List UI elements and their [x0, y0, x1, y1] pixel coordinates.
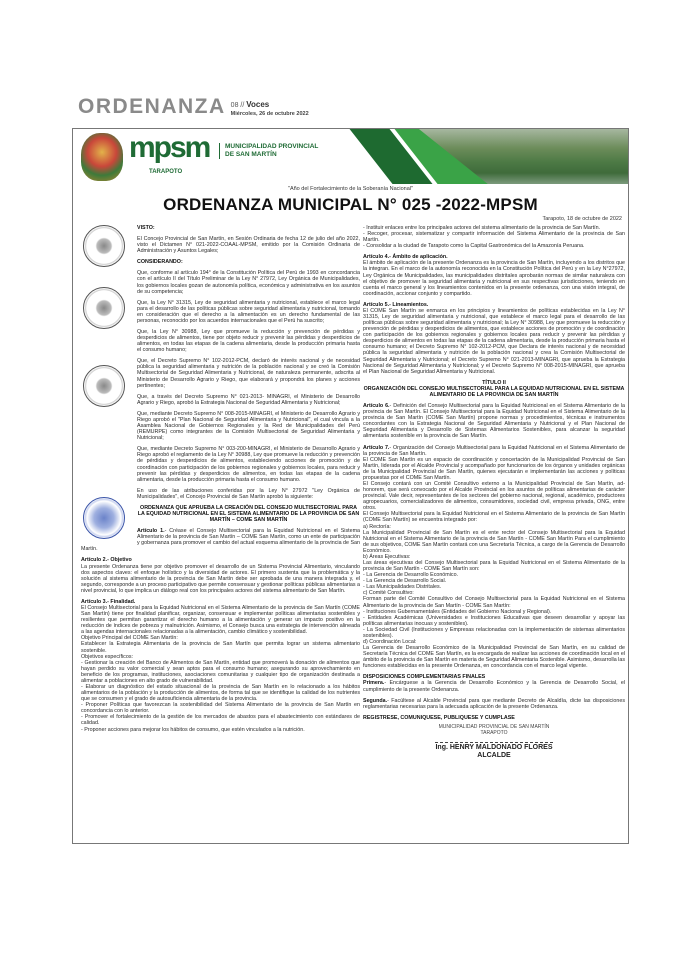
paragraph-text: Que, la Ley N° 30988, Ley que promueve la reducción y prevención de pérdidas y desperdicios de alimentos, tiene por objeto reducir y prevenir las pérdidas y desperdicios de alimentos, en todas las etapas de la cadena alimentaria, desde la producción primaria hasta el consumo humano; — [137, 329, 360, 354]
signature-stamp-city: TARAPOTO — [480, 729, 508, 736]
municipality-line1: MUNICIPALIDAD PROVINCIAL — [225, 143, 319, 150]
paragraph-line: - Gestionar la creación del Banco de Alimentos de San Martín, entidad que promoverá la donación de alimentos que hayan perdido su valor comercial y sean aptos para el consumo humano; asegurando su aprovechamiento en beneficio de los programas, instituciones, asociaciones comunitarias y cualquier tipo de organización destinada a alimentar a poblaciones en alto grado de vulnerabilidad. — [81, 659, 360, 684]
year-motto: "Año del Fortalecimiento de la Soberanía Nacional" — [288, 186, 413, 192]
paragraph-text: Que, a través del Decreto Supremo N° 021-2013- MINAGRI, el Ministerio de Desarrollo Agrario y Riego, aprobó la Estrategia Nacional de Seguridad Alimentaria y Nutricional; — [137, 393, 360, 406]
signatory-name: Ing. HENRY MALDONADO FLORES — [435, 743, 553, 751]
paragraph-line: - Proponer acciones para mejorar los hábitos de consumo, que estén vinculados a la nutrición. — [81, 726, 305, 733]
paragraph-heading: Primera. — [363, 680, 385, 687]
issue-date: Miércoles, 26 de octubre 2022 — [230, 111, 309, 117]
paragraph-text: Que, conforme al artículo 194° de la Constitución Política del Perú de 1993 en concordancia con el artículo II del Título Preliminar de la Ley N° 27972, Ley Orgánica de Municipalidades, los gobiernos locales gozan de autonomía política, económica y administrativa en los asuntos de su competencia; — [137, 270, 360, 295]
paragraph-line: La Gerencia de Desarrollo Económico de la Municipalidad Provincial de San Martín, en su calidad de Secretaría Técnica del COME San Martín, es la encargada de realizar las acciones de coordinación local en el ámbito de la provincia de San Martín en materia de Seguridad Alimentaria Sostenible. Asimismo, desarrolla las funciones establecidas en la presente Ordenanza, en concordancia con el marco legal vigente. — [363, 645, 625, 670]
paragraph-text: Que, el Decreto Supremo N° 102-2012-PCM, declaró de interés nacional y de necesidad pública la seguridad alimentaria y nutrición de la población nacional y se creó la Comisión Multisectorial de Seguridad Alimentaria y Nutricional, de naturaleza permanente, adscrita al Ministerio de Desarrollo Agrario y Riego, que elaborará y propondrá los planes y acciones pertinentes; — [137, 358, 360, 389]
logo-subtitle: TARAPOTO — [149, 169, 183, 175]
section-title: ORDENANZA — [78, 95, 226, 118]
signatory-role: ALCALDE — [477, 751, 511, 759]
paragraph-text: Que, la Ley N° 31315, Ley de seguridad alimentaria y nutricional, establece el marco legal para el desarrollo de las políticas públicas sobre seguridad alimentaria y nutricional, tomando en consideración que el derecho a la alimentación es un derecho fundamental de las personas, reconocido por los acuerdos internacionales que el Perú ha suscrito; — [137, 299, 360, 324]
official-seal-icon — [83, 287, 125, 329]
paragraph-text: En uso de las atribuciones conferidas por la Ley N° 27972 "Ley Orgánica de Municipalidades", el Concejo Provincial de San Martín aprobó la siguiente: — [137, 487, 360, 500]
municipal-crest-icon — [81, 133, 123, 181]
section-heading: ORDENANZA QUE APRUEBA LA CREACIÓN DEL CONSEJO MULTISECTORIAL PARA LA EQUIDAD NUTRICIONAL EN EL SISTEMA ALIMENTARIO DE LA PROVINCIA DE SAN MARTÍN – COME SAN MARTÍN — [137, 504, 360, 524]
paragraph-text: - Créase el Consejo Multisectorial para la Equidad Nutricional en el Sistema Alimentario de la provincia de San Martín – COME San Martín, como un ente de participación y gobernanza para promover el cambio del actual esquema alimentario de la provincia de San Martín. — [81, 528, 360, 553]
signature-block — [363, 724, 625, 760]
ordinance-title: ORDENANZA MUNICIPAL N° 025 -2022-MPSM — [163, 195, 538, 214]
paragraph-line: - La Gerencia de Desarrollo Social. — [363, 578, 447, 585]
paper-name: Voces — [246, 100, 270, 109]
paragraph-line: Objetivos específicos: — [81, 653, 133, 660]
paragraph-line: - Elaborar un diagnóstico del estado situacional de la provincia de San Martín en lo relacionado a los hábitos alimentarios de la población y la producción de alimentos, de forma tal que se identifique la calidad de los nutrientes que se consumen y el grado de autosuficiencia alimentaria de la provincia. — [81, 684, 360, 703]
paragraph-line: - Proponer Políticas que favorezcan la sostenibilidad del Sistema Alimentario de la provincia de San Martín en concordancia con lo anterior. — [81, 702, 360, 715]
paragraph — [363, 680, 625, 692]
official-seal-icon — [83, 225, 125, 267]
paragraph-line: c) Comité Consultivo: — [363, 590, 414, 597]
paragraph-line: Establecer la Estrategia Alimentaria de la provincia de San Martín que permita lograr un sistema alimentario sostenible. — [81, 641, 360, 654]
paragraph-text: El ámbito de aplicación de la presente Ordenanza es la provincia de San Martín, incluyendo a los distritos que la integran. En el marco de la autonomía reconocida en la Constitución Política del Perú y en la Ley N°27972, Ley Orgánica de Municipalidades, las municipalidades distritales aprobarán normas de similar naturaleza con el objetivo de promover la seguridad alimentaria y nutricional en sus respectivas jurisdicciones, teniendo en cuenta el marco general y los lineamientos contenidos en la presente ordenanza, con una visión integral, de coordinación, accionar conjunto y compartido. — [363, 260, 625, 297]
mpsm-logo: mpsm — [129, 131, 210, 164]
paragraph-line: - Promover el fortalecimiento de la gestión de los mercados de abastos para el abastecimiento con estándares de calidad. — [81, 714, 360, 727]
paragraph-heading: Artículo 7. — [363, 444, 390, 451]
paragraph-line: b) Áreas Ejecutivas: — [363, 553, 411, 560]
paragraph — [363, 715, 625, 721]
paragraph-line: Objetivo Principal del COME San Martín: — [81, 635, 178, 642]
paragraph-text: La presente Ordenanza tiene por objetivo promover el desarrollo de un Sistema Provincial Alimentario, vinculando dos aspectos claves: el enfoque holístico y la diversidad de actores. El primero sustenta que la problemática y la solución al sistema alimentario de la provincia de San Martín debe ser aprobada de una manera integrada y, el segundo, corresponde a un proceso participativo que permite consensuar y gestionar políticas públicas alimentarias a nivel provincial, lo que implica un diálogo real con los principales actores del sistema alimentario de San Martín. — [81, 563, 360, 594]
official-seal-icon — [83, 365, 125, 407]
paragraph-line: - Instituir enlaces entre los principales actores del sistema alimentario de la provincia de San Martín. — [363, 225, 601, 231]
paragraph-line: - Entidades Académicas (Universidades e Instituciones Educativas que deseen desarrollar y apoyar las políticas alimentarias inocuas y sostenibles). — [363, 614, 625, 627]
paragraph-heading: DISPOSICIONES COMPLEMENTARIAS FINALES — [363, 674, 486, 681]
paragraph-heading: REGISTRESE, COMUNIQUESE, PUBLIQUESE Y CUMPLASE — [363, 714, 515, 721]
paragraph-line: El Consejo Multisectorial para la Equidad Nutricional en el Sistema Alimentario de la provincia de San Martín (COME San Martín) se encuentra integrado por: — [363, 511, 625, 524]
paragraph-line: - La Gerencia de Desarrollo Económico. — [363, 572, 459, 579]
paragraph — [363, 403, 625, 439]
paragraph-text: El Concejo Provincial de San Martín, en Sesión Ordinaria de fecha 12 de julio del año 2022, visto el Dictamen N° 021-2022-COAAL-MPSM, emitido por la Comisión Ordinaria de Administración y Asuntos Legales; — [137, 236, 360, 255]
place-date: Tarapoto, 18 de octubre de 2022 — [542, 216, 622, 222]
paragraph-text: - Encárguese a la Gerencia de Desarrollo Económico y la Gerencia de Desarrollo Social, el cumplimiento de la presente Ordenanza. — [363, 680, 625, 693]
paragraph-text: - Facúltese al Alcalde Provincial para que mediante Decreto de Alcaldía, dicte las disposiciones reglamentarias necesarias para la adecuada aplicación de la presente Ordenanza. — [363, 697, 625, 710]
paragraph-text: Que, mediante Decreto Supremo N° 003-200-MINAGRI, el Ministerio de Desarrollo Agrario y Riego aprobó el reglamento de la Ley N° 30988, Ley que promueve la reducción y prevención de pérdidas y desperdicios de alimentos, estableciendo acciones de promoción y de coordinación con participación de los gobiernos regionales y gobiernos locales, para reducir y prevenir las pérdidas y desperdicios de alimentos, en todas las etapas de la cadena alimentaria, desde la producción primaria hasta el consumo humano. — [137, 446, 360, 483]
paragraph — [363, 254, 625, 297]
paragraph-text: Que, mediante Decreto Supremo N° 008-2015-MINAGRI, el Ministerio de Desarrollo Agrario y Riego aprobó el "Plan Nacional de Seguridad Alimentaria y Nutricional", el cual vincula a la Asamblea Nacional de Gobiernos Regionales y la Red de Municipalidades del Perú (REMURPE) como integrantes de la Comisión Multisectorial de Seguridad Alimentaria y Nutricional; — [137, 410, 360, 442]
municipality-line2: DE SAN MARTÍN — [225, 151, 277, 158]
paragraph-heading: Artículo 4.- Ámbito de aplicación. — [363, 254, 448, 261]
paragraph-line: Las áreas ejecutivas del Consejo Multisectorial para la Equidad Nutricional en el Sistema Alimentario de la provincia de San Martín - COME San Martín son: — [363, 559, 625, 573]
paragraph-heading: VISTO: — [137, 225, 155, 231]
paragraph-heading: Segunda. — [363, 697, 388, 704]
paragraph — [363, 698, 625, 710]
section-heading: TÍTULO II — [482, 379, 506, 386]
paragraph-line: - La Sociedad Civil (Instituciones y Empresas relacionadas con la implementación de sistemas alimentarios sostenibles). — [363, 626, 625, 639]
paragraph — [363, 445, 625, 670]
paragraph-line: El COME San Martín es un espacio de coordinación y concertación de la Municipalidad Provincial de San Martín, liderada por el Alcalde Provincial y acompañado por funcionarios de los órganos y unidades orgánicas de la Municipalidad Provincial de San Martín, quienes ejecutarán e implementarán las acciones y políticas propuestas por el COME San Martín. — [363, 456, 625, 481]
paragraph-heading: Artículo 6. — [363, 403, 390, 410]
municipality-name — [219, 143, 318, 159]
section-heading: ORGANIZACIÓN DEL CONSEJO MULTISECTORIAL PARA LA EQUIDAD NUTRICIONAL EN EL SISTEMA ALIMENTARIO DE LA PROVINCIA DE SAN MARTÍN — [363, 385, 625, 398]
paragraph-heading: Artículo 5.- Lineamientos. — [363, 301, 429, 308]
paragraph-line: La Municipalidad Provincial de San Martín es el ente rector del Consejo Multisectorial para la Equidad Nutricional en el Sistema Alimentario de la provincia de San Martín - COME San Martín Para el cumplimiento de sus objetivos, COME San Martín contará con una Secretaría Técnica, a cargo de la Gerencia de Desarrollo Económico. — [363, 529, 625, 554]
paragraph-line: El Consejo contará con un Comité Consultivo externo a la Municipalidad Provincial de San Martín, ad-honorem, que será convocado por el Alcalde Provincial en los asuntos de políticas alimentarias de carácter provincial. Vale decir, representantes de los sectores del gobierno nacional, regional, académico, productores agropecuarios, comercializadores de alimentos, consumidores, sociedad civil, empresa privada, ONG, entre otros. — [363, 480, 625, 512]
paragraph-heading: Artículo 1. — [137, 528, 165, 535]
paragraph-line: a) Rectoría: — [363, 523, 391, 530]
masthead-meta — [231, 101, 309, 118]
paragraph-text: - Organización del Consejo Multisectorial para la Equidad Nutricional en el Sistema Alimentario de la provincia de San Martín. — [363, 444, 625, 457]
municipality-banner — [73, 129, 628, 184]
paragraph-line: d) Coordinación Local: — [363, 639, 417, 645]
paragraph-text: - Definición del Consejo Multisectorial para la Equidad Nutricional en el Sistema Alimentario de la provincia de San Martín. El Consejo Multisectorial para la Equidad Nutricional en el Sistema Alimentario de la provincia de San Martín (COME San Martín) propone normas y procedimientos, técnicas e instrumentos concordantes con la Estrategia Nacional de Seguridad Alimentaria y Nutricional y el Plan Nacional de Seguridad Alimentaria y Desarrollo de Sistemas Alimentarios Sostenibles, para alcanzar la seguridad alimentaria sostenible en la provincia de San Martín. — [363, 403, 625, 440]
page-number: 08 // — [230, 102, 245, 109]
signature-stamp: MUNICIPALIDAD PROVINCIAL DE SAN MARTÍN — [438, 723, 550, 730]
paragraph — [363, 302, 625, 375]
paragraph — [363, 225, 625, 249]
paragraph-line: - Las Municipalidades Distritales. — [363, 584, 442, 591]
right-column — [363, 225, 625, 760]
paragraph-line: - Consolidar a la ciudad de Tarapoto como la Capital Gastronómica del la Amazonía Peruana. — [363, 243, 585, 250]
masthead — [78, 96, 309, 118]
paragraph-line: - Instituciones Gubernamentales (Entidades del Gobierno Nacional y Regional). — [363, 608, 552, 615]
paragraph — [81, 599, 360, 733]
official-seal-icon — [83, 497, 125, 539]
ordinance-document — [72, 128, 629, 844]
paragraph-heading: CONSIDERANDO: — [137, 259, 183, 266]
left-column — [81, 225, 360, 738]
paragraph-text: El COME San Martín se enmarca en los principios y lineamientos de políticas establecidas en la Ley N° 31315, Ley de seguridad alimentaria y nutricional, que establece el marco legal para el desarrollo de las políticas públicas sobre seguridad alimentaria y nutricional; la Ley N° 30988, Ley que promueve la reducción y prevención de pérdidas y desperdicios de alimentos, que establece acciones de promoción y de coordinación con participación de los gobiernos regionales y gobiernos locales para reducir y prevenir las pérdidas y desperdicios de alimentos en todas las etapas de la cadena alimentaria, desde la producción primaria hasta el consumo humano; el Decreto Supremo N° 102-2012-PCM, que Declara de interés nacional y de necesidad pública la seguridad alimentaria y nutrición de la población nacional y crea la Comisión Multisectorial de Seguridad Alimentaria y Nutricional; el Decreto Supremo N° 021-2013-MINAGRI, que aprueba la Estrategia Nacional de Seguridad Alimentaria y Nutricional; y el Decreto Supremo N° 008-2015-MINAGRI, que aprueba el Plan Nacional de Seguridad Alimentaria y Nutricional. — [363, 307, 625, 375]
paragraph — [81, 557, 360, 593]
paragraph-heading: Artículo 2.- Objetivo — [81, 557, 132, 564]
paragraph-line: Forman parte del Comité Consultivo del Consejo Multisectorial para la Equidad Nutricional en el Sistema Alimentario de la provincia de San Martín - COME San Martín: — [363, 596, 625, 609]
seals-margin — [81, 225, 137, 542]
paragraph-line: - Recoger, procesar, sistematizar y compartir información del Sistema Alimentario de la provincia de San Martín. — [363, 231, 625, 244]
paragraph-text: El Consejo Multisectorial para la Equidad Nutricional en el Sistema Alimentario de la provincia de San Martín (COME San Martín) tiene por finalidad planificar, organizar, consensuar e implementar políticas alimentarias sostenibles y resilientes que permitan garantizar el derecho humano a la alimentación y generar un impacto positivo en la reducción de índices de pobreza y malnutrición. Asimismo, el Consejo busca una estrategia de intervención alineada a las agendas internacionales relacionadas a la alimentación, cambio climático y sostenibilidad. — [81, 604, 360, 636]
paragraph-heading: Artículo 3.- Finalidad. — [81, 598, 136, 605]
